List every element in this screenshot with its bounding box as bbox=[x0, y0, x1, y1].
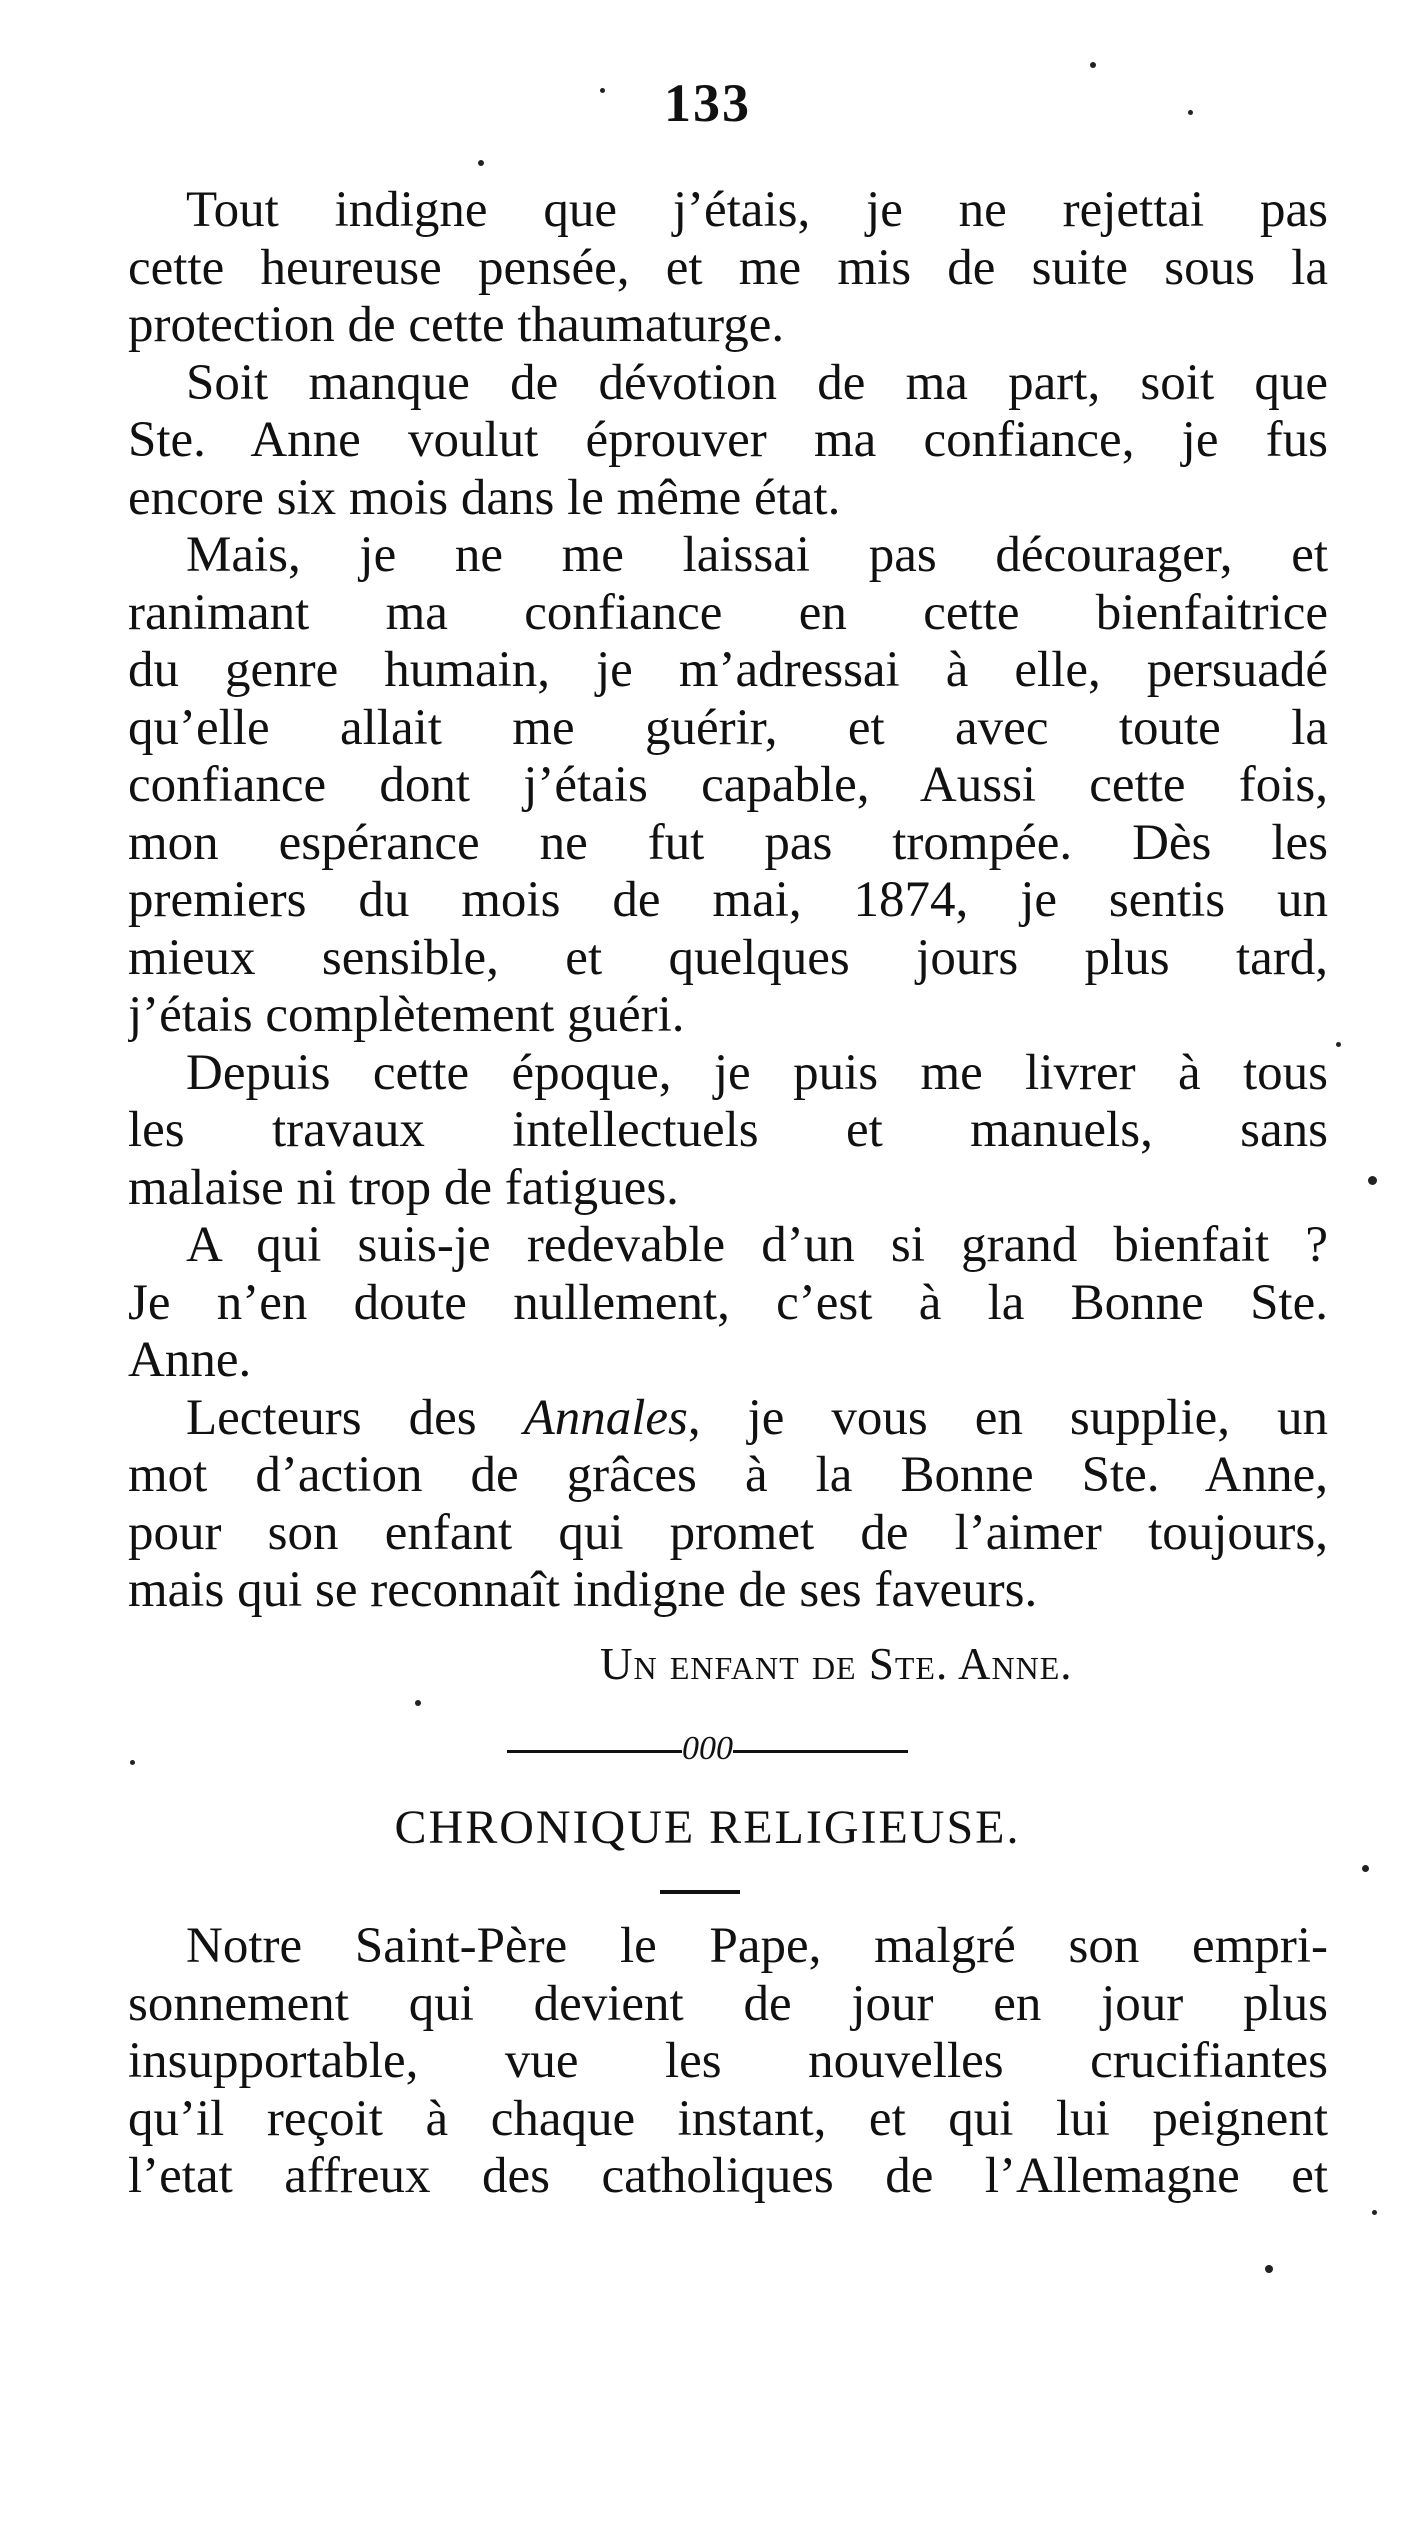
text-line: Ste. Anne voulut éprouver ma confiance, je fus bbox=[128, 412, 1328, 468]
text-line: malaise ni trop de fatigues. bbox=[128, 1159, 679, 1216]
print-speckle bbox=[130, 1760, 135, 1765]
separator-mark: 000 bbox=[682, 1730, 733, 1767]
text-line: mon espérance ne fut pas trompée. Dès les bbox=[128, 814, 1328, 871]
section-title: CHRONIQUE RELIGIEUSE. bbox=[394, 1801, 1021, 1854]
article-body bbox=[128, 182, 1328, 1620]
text-line: pour son enfant qui promet de l’aimer toujours, bbox=[128, 1504, 1328, 1561]
page-number: 133 bbox=[664, 73, 751, 133]
text-line: mieux sensible, et quelques jours plus tard, bbox=[128, 929, 1328, 986]
print-speckle bbox=[1188, 110, 1193, 115]
text-line: cette heureuse pensée, et me mis de suite sous la bbox=[128, 239, 1328, 296]
text-line: mot d’action de grâces à la Bonne Ste. Anne, bbox=[128, 1447, 1328, 1503]
text-line: qu’elle allait me guérir, et avec toute la bbox=[128, 699, 1328, 756]
journal-title: Annales bbox=[523, 1389, 688, 1446]
print-speckle bbox=[600, 88, 605, 93]
text-line: protection de cette thaumaturge. bbox=[128, 297, 785, 353]
print-speckle bbox=[1372, 2210, 1377, 2215]
text-line: les travaux intellectuels et manuels, sans bbox=[128, 1102, 1328, 1158]
separator-rule-left bbox=[507, 1750, 682, 1753]
text-line: Je n’en doute nullement, c’est à la Bonne Ste. bbox=[128, 1274, 1328, 1331]
signature: Un enfant de Ste. Anne. bbox=[600, 1639, 1073, 1689]
text-line: l’etat affreux des catholiques de l’Allemagne et bbox=[128, 2148, 1328, 2204]
text-line: ranimant ma confiance en cette bienfaitrice bbox=[128, 584, 1328, 641]
text-line: mais qui se reconnaît indigne de ses faveurs. bbox=[128, 1562, 1038, 1618]
text-line: premiers du mois de mai, 1874, je sentis un bbox=[128, 872, 1328, 928]
print-speckle bbox=[1336, 1042, 1341, 1047]
section-separator bbox=[0, 1730, 1415, 1768]
text-line: confiance dont j’étais capable, Aussi cette fois, bbox=[128, 757, 1328, 813]
print-speckle bbox=[415, 1700, 421, 1706]
text-line: Depuis cette époque, je puis me livrer à tous bbox=[186, 1044, 1328, 1101]
text-line: Mais, je ne me laissai pas décourager, et bbox=[186, 527, 1328, 583]
text-line: sonnement qui devient de jour en jour plus bbox=[128, 1975, 1328, 2032]
separator-rule-right bbox=[733, 1750, 908, 1753]
text-line: j’étais complètement guéri. bbox=[128, 987, 685, 1043]
print-speckle bbox=[1090, 62, 1096, 68]
text-line: Anne. bbox=[128, 1332, 252, 1388]
title-underline-dash bbox=[660, 1890, 740, 1894]
chronicle-body bbox=[128, 1918, 1328, 2206]
text-line: Soit manque de dévotion de ma part, soit que bbox=[186, 354, 1328, 411]
print-speckle bbox=[1368, 1176, 1377, 1185]
print-speckle bbox=[478, 160, 484, 166]
text-line: encore six mois dans le même état. bbox=[128, 469, 841, 526]
text-line: qu’il reçoit à chaque instant, et qui lui peignent bbox=[128, 2090, 1328, 2147]
text-line: Notre Saint-Père le Pape, malgré son empri- bbox=[186, 1918, 1328, 1974]
print-speckle bbox=[1265, 2265, 1273, 2273]
text-line: Tout indigne que j’étais, je ne rejettai pas bbox=[186, 182, 1328, 238]
text-line: A qui suis-je redevable d’un si grand bienfait ? bbox=[186, 1217, 1328, 1273]
print-speckle bbox=[1362, 1865, 1369, 1872]
text-line: du genre humain, je m’adressai à elle, persuadé bbox=[128, 642, 1328, 698]
text-line: insupportable, vue les nouvelles crucifiantes bbox=[128, 2033, 1328, 2089]
text-line: Lecteurs des Annales, je vous en supplie, un bbox=[186, 1389, 1328, 1446]
